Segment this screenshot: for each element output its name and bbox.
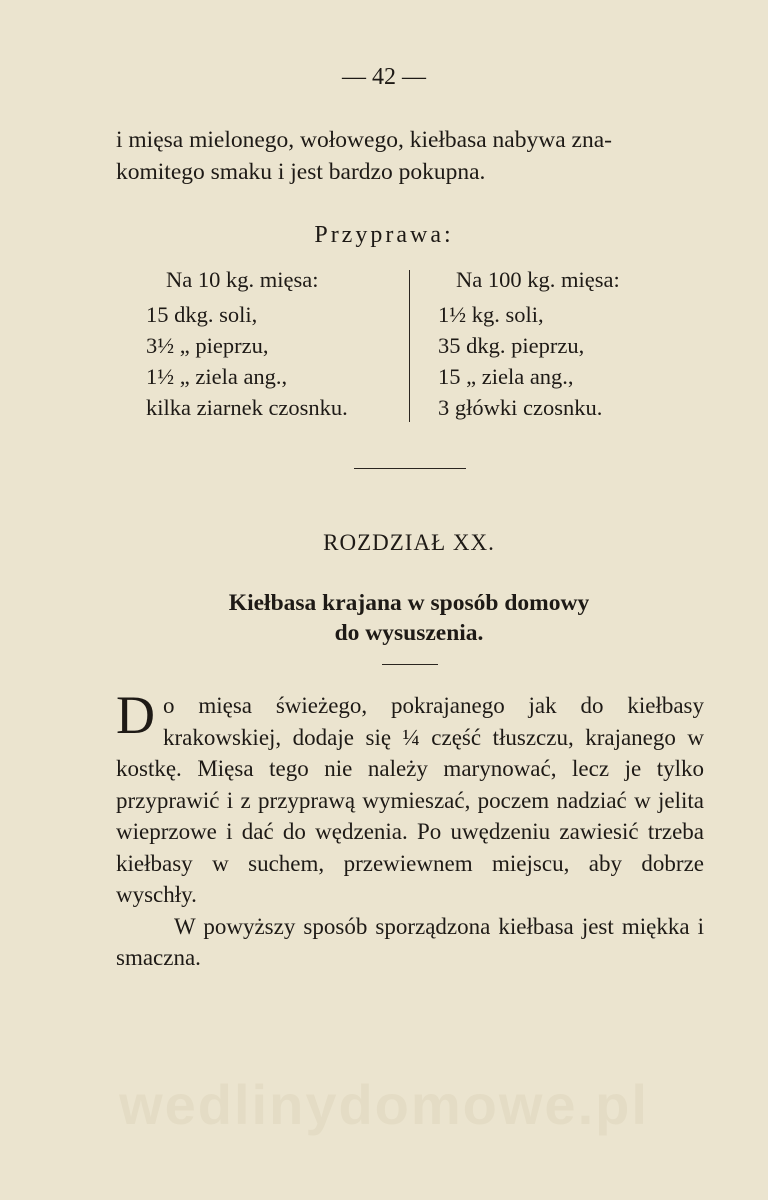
title-rule (382, 664, 438, 665)
recipe-title (0, 588, 768, 648)
ingredient-item: 3 główki czosnku. (438, 395, 603, 420)
chapter-heading: ROZDZIAŁ XX. (323, 530, 495, 555)
seasoning-column-10kg (146, 264, 408, 423)
intro-paragraph (116, 124, 706, 188)
ingredient-item: 3½ „ pieprzu, (146, 333, 269, 358)
seasoning-heading: Przyprawa: (314, 222, 454, 248)
intro-line: komitego smaku i jest bardzo pokupna. (116, 159, 486, 185)
recipe-body (116, 685, 704, 974)
intro-line: i mięsa mielonego, wołowego, kiełbasa nabywa zna- (116, 127, 612, 153)
seasoning-table (0, 264, 768, 424)
paragraph-text: o mięsa świeżego, pokrajanego jak do kiełbasy krakowskiej, dodaje się ¼ część tłuszczu, krajanego w kostkę. Mięsa tego nie należy marynować, lecz je tylko przyprawić i z przyprawą wymieszać, poczem nadziać w jelita wieprzowe i dać do wędzenia. Po uwędzeniu zawiesić trzeba kiełbasy w suchem, przewiewnem miejscu, aby dobrze wyschły. (116, 693, 704, 907)
recipe-paragraph: W powyższy sposób sporządzona kiełbasa jest miękka i smaczna. (116, 913, 704, 970)
section-rule (354, 468, 466, 469)
column-title: Na 100 kg. mięsa: (456, 267, 620, 292)
recipe-title-line: Kiełbasa krajana w sposób domowy (228, 590, 590, 616)
ingredient-item: 35 dkg. pieprzu, (438, 333, 585, 358)
column-divider (409, 270, 410, 422)
column-title: Na 10 kg. mięsa: (166, 267, 319, 292)
ingredient-item: 15 dkg. soli, (146, 302, 258, 327)
page-number: — 42 — (342, 64, 426, 90)
seasoning-column-100kg (438, 264, 698, 423)
recipe-title-line: do wysuszenia. (334, 620, 484, 646)
drop-cap: D (116, 685, 155, 745)
ingredient-item: 1½ „ ziela ang., (146, 364, 288, 389)
ingredient-item: 1½ kg. soli, (438, 302, 544, 327)
ingredient-item: kilka ziarnek czosnku. (146, 395, 348, 420)
ingredient-item: 15 „ ziela ang., (438, 364, 574, 389)
watermark: wedlinydomowe.pl (119, 1073, 649, 1136)
recipe-paragraph (116, 685, 704, 911)
